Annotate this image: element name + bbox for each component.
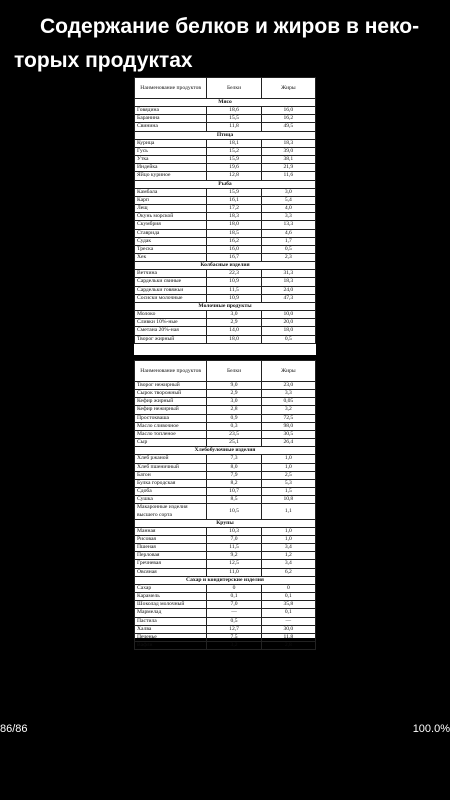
product-name: Творог жирный [135,335,207,343]
header-protein: Белки [207,78,261,99]
product-name: Скумбрия [135,221,207,229]
category-label: Молочные продукты [135,302,316,310]
product-name: Лещ [135,205,207,213]
fat-value: 4,6 [261,229,315,237]
table-row [135,311,316,319]
table-row [135,625,316,633]
protein-value: 10,7 [207,488,261,496]
product-name: Перловая [135,552,207,560]
protein-value: 3,2 [207,642,261,650]
protein-value: 14,0 [207,327,261,335]
product-name: Шоколад молочный [135,601,207,609]
header-name: Наименование продуктов [135,78,207,99]
fat-value: 11,6 [261,172,315,180]
fat-value: 39,0 [261,147,315,155]
protein-value: 10,9 [207,278,261,286]
table-row [135,422,316,430]
product-name: Творог нежирный [135,382,207,390]
protein-value: 18,5 [207,229,261,237]
fat-value: 16,2 [261,115,315,123]
fat-value: 49,5 [261,123,315,131]
fat-value: 3,3 [261,213,315,221]
product-name: Сдоба [135,488,207,496]
product-name: Молоко [135,311,207,319]
protein-value: 16,0 [207,245,261,253]
product-name: Карп [135,196,207,204]
product-name: Сметана 20%-ная [135,327,207,335]
protein-value: 12,5 [207,560,261,568]
table-row [135,527,316,535]
protein-value: 25,1 [207,439,261,447]
fat-value: 2,8 [261,642,315,650]
fat-value: 5,3 [261,479,315,487]
fat-value: 16,0 [261,107,315,115]
protein-value: 12,7 [207,625,261,633]
table-row [135,406,316,414]
fat-value: 1,0 [261,455,315,463]
protein-value: 0 [207,584,261,592]
table-row [135,319,316,327]
category-label: Птица [135,131,316,139]
product-name: Манная [135,527,207,535]
nutrition-table-part-2 [134,360,316,650]
protein-value: 7,0 [207,535,261,543]
category-row [135,262,316,270]
page-counter: 86/86 [0,723,28,735]
product-name: Булка городская [135,479,207,487]
protein-value: — [207,609,261,617]
table-row [135,496,316,504]
table-row [135,327,316,335]
protein-value: 11,5 [207,286,261,294]
fat-value: 0,5 [261,245,315,253]
fat-value: 23,0 [261,382,315,390]
fat-value: 5,4 [261,196,315,204]
table-row [135,213,316,221]
product-name: Гусь [135,147,207,155]
protein-value: 15,9 [207,156,261,164]
fat-value: 3,0 [261,188,315,196]
protein-value: 11,0 [207,568,261,576]
table-row [135,398,316,406]
product-name: Пшеная [135,544,207,552]
fat-value: 0 [261,584,315,592]
fat-value: 18,3 [261,139,315,147]
table-row [135,568,316,576]
product-name: Судак [135,237,207,245]
product-name: Пастила [135,617,207,625]
category-label: Мясо [135,99,316,107]
fat-value: 47,3 [261,294,315,302]
fat-value: 26,4 [261,439,315,447]
fat-value: 18,0 [261,327,315,335]
category-row [135,576,316,584]
fat-value: 3,2 [261,406,315,414]
fat-value: 1,1 [261,504,315,519]
product-name: Гречневая [135,560,207,568]
fat-value: 1,2 [261,552,315,560]
product-name: Хлеб ржаной [135,455,207,463]
product-name: Ставрида [135,229,207,237]
product-name: Окунь морской [135,213,207,221]
fat-value: — [261,617,315,625]
product-name: Свинина [135,123,207,131]
protein-value: 8,0 [207,463,261,471]
fat-value: 2,5 [261,471,315,479]
fat-value: 2,3 [261,253,315,261]
protein-value: 7,9 [207,471,261,479]
category-label: Колбасные изделия [135,262,316,270]
fat-value: 4,0 [261,205,315,213]
table-row [135,642,316,650]
table-row [135,471,316,479]
protein-value: 10,3 [207,527,261,535]
fat-value: 1,0 [261,463,315,471]
protein-value: 16,7 [207,253,261,261]
fat-value: 10,8 [261,496,315,504]
table-row [135,278,316,286]
fat-value: 24,0 [261,286,315,294]
table-row [135,107,316,115]
fat-value: 31,3 [261,270,315,278]
protein-value: 7,5 [207,633,261,641]
product-name: Ветчина [135,270,207,278]
table-row [135,156,316,164]
table-row [135,504,316,519]
table-row [135,601,316,609]
product-name: Треска [135,245,207,253]
protein-value: 8,5 [207,496,261,504]
fat-value: 0,5 [261,335,315,343]
table-row [135,253,316,261]
table-row [135,633,316,641]
protein-value: 18,1 [207,139,261,147]
fat-value: 3,4 [261,544,315,552]
product-name: Сахар [135,584,207,592]
fat-value: 1,5 [261,488,315,496]
category-label: Хлебобулочные изделия [135,447,316,455]
product-name: Баранина [135,115,207,123]
table-row [135,172,316,180]
table-row [135,335,316,343]
fat-value: 98,0 [261,422,315,430]
table-row [135,147,316,155]
page-title: Содержание белков и жиров в некоторых продуктах [14,15,420,72]
product-name: Рисовая [135,535,207,543]
fat-value: 20,0 [261,319,315,327]
table-row [135,229,316,237]
fat-value: 21,9 [261,164,315,172]
product-name: Яйцо куриное [135,172,207,180]
category-row [135,131,316,139]
table-row [135,294,316,302]
protein-value: 7,3 [207,455,261,463]
product-name: Овсяная [135,568,207,576]
document-page-1 [134,77,316,355]
table-row [135,609,316,617]
product-name: Хек [135,253,207,261]
table-row [135,535,316,543]
fat-value: 1,7 [261,237,315,245]
product-name: Макаронные изделия высшего сорта [135,504,207,519]
fat-value: 35,8 [261,601,315,609]
table-row [135,617,316,625]
protein-value: 8,2 [207,479,261,487]
fat-value: 13,3 [261,221,315,229]
product-name: Масло топленое [135,430,207,438]
product-name: Сушка [135,496,207,504]
table-row [135,560,316,568]
protein-value: 18,3 [207,213,261,221]
table-row [135,139,316,147]
table-row [135,123,316,131]
protein-value: 23,5 [207,430,261,438]
table-row [135,115,316,123]
table-row [135,593,316,601]
header-fat: Жиры [261,78,315,99]
table-row [135,221,316,229]
product-name: Говядина [135,107,207,115]
fat-value: 1,0 [261,535,315,543]
fat-value: 3,3 [261,390,315,398]
category-label: Рыба [135,180,316,188]
fat-value: 0,1 [261,593,315,601]
protein-value: 17,2 [207,205,261,213]
category-label: Крупы [135,519,316,527]
protein-value: 15,9 [207,188,261,196]
fat-value: 0,05 [261,398,315,406]
table-row [135,479,316,487]
table-row [135,382,316,390]
fat-value: 38,1 [261,156,315,164]
product-name: Индейка [135,164,207,172]
protein-value: 2,8 [207,406,261,414]
category-row [135,302,316,310]
document-page-2 [134,360,316,648]
protein-value: 11,8 [207,123,261,131]
protein-value: 18,0 [207,335,261,343]
fat-value: 1,0 [261,527,315,535]
protein-value: 0,9 [207,414,261,422]
table-row [135,196,316,204]
product-name: Хлеб пшеничный [135,463,207,471]
table-row [135,188,316,196]
table-header-row [135,361,316,382]
category-row [135,519,316,527]
protein-value: 18,6 [207,107,261,115]
product-name: Курица [135,139,207,147]
product-name: Утка [135,156,207,164]
fat-value: 10,0 [261,311,315,319]
table-row [135,552,316,560]
protein-value: 3,0 [207,311,261,319]
table-row [135,584,316,592]
fat-value: 0,1 [261,609,315,617]
table-row [135,463,316,471]
fat-value: 3,4 [261,560,315,568]
product-name: Сосиски молочные [135,294,207,302]
protein-value: 16,2 [207,237,261,245]
protein-value: 12,8 [207,172,261,180]
table-row [135,439,316,447]
product-name: Карамель [135,593,207,601]
protein-value: 7,0 [207,601,261,609]
table-row [135,430,316,438]
product-name: Кефир нежирный [135,406,207,414]
category-row [135,180,316,188]
product-name: Печенье [135,633,207,641]
fat-value: 18,3 [261,278,315,286]
protein-value: 18,0 [207,221,261,229]
protein-value: 0,3 [207,422,261,430]
product-name: Вафли [135,642,207,650]
protein-value: 16,1 [207,196,261,204]
table-row [135,286,316,294]
category-label: Сахар и кондитерские изделия [135,576,316,584]
protein-value: 10,5 [207,504,261,519]
category-row [135,99,316,107]
table-body-1 [135,99,316,344]
fat-value: 72,5 [261,414,315,422]
protein-value: 19,6 [207,164,261,172]
fat-value: 11,8 [261,633,315,641]
product-name: Простокваша [135,414,207,422]
table-row [135,544,316,552]
table-row [135,245,316,253]
protein-value: 2,9 [207,319,261,327]
product-name: Масло сливочное [135,422,207,430]
protein-value: 0,5 [207,617,261,625]
header-fat: Жиры [261,361,315,382]
category-row [135,447,316,455]
product-name: Сардельки свиные [135,278,207,286]
product-name: Камбала [135,188,207,196]
table-header-row [135,78,316,99]
protein-value: 9,0 [207,382,261,390]
table-row [135,390,316,398]
fat-value: 30,5 [261,430,315,438]
header-name: Наименование продуктов [135,361,207,382]
table-row [135,488,316,496]
product-name: Кефир жирный [135,398,207,406]
protein-value: 10,9 [207,294,261,302]
protein-value: 9,2 [207,552,261,560]
table-row [135,164,316,172]
protein-value: 15,2 [207,147,261,155]
table-row [135,414,316,422]
protein-value: 0,1 [207,593,261,601]
product-name: Сырок творожный [135,390,207,398]
protein-value: 3,0 [207,398,261,406]
table-row [135,455,316,463]
protein-value: 2,9 [207,390,261,398]
product-name: Сыр [135,439,207,447]
header-protein: Белки [207,361,261,382]
zoom-level: 100.0% [412,723,450,735]
product-name: Сливки 10%-ные [135,319,207,327]
fat-value: 30,0 [261,625,315,633]
protein-value: 15,5 [207,115,261,123]
table-row [135,270,316,278]
protein-value: 11,5 [207,544,261,552]
table-row [135,237,316,245]
nutrition-table-part-1 [134,77,316,344]
table-row [135,205,316,213]
protein-value: 22,3 [207,270,261,278]
product-name: Сардельки говяжьи [135,286,207,294]
fat-value: 6,2 [261,568,315,576]
product-name: Батон [135,471,207,479]
table-body-2 [135,382,316,650]
product-name: Халва [135,625,207,633]
product-name: Мармелад [135,609,207,617]
